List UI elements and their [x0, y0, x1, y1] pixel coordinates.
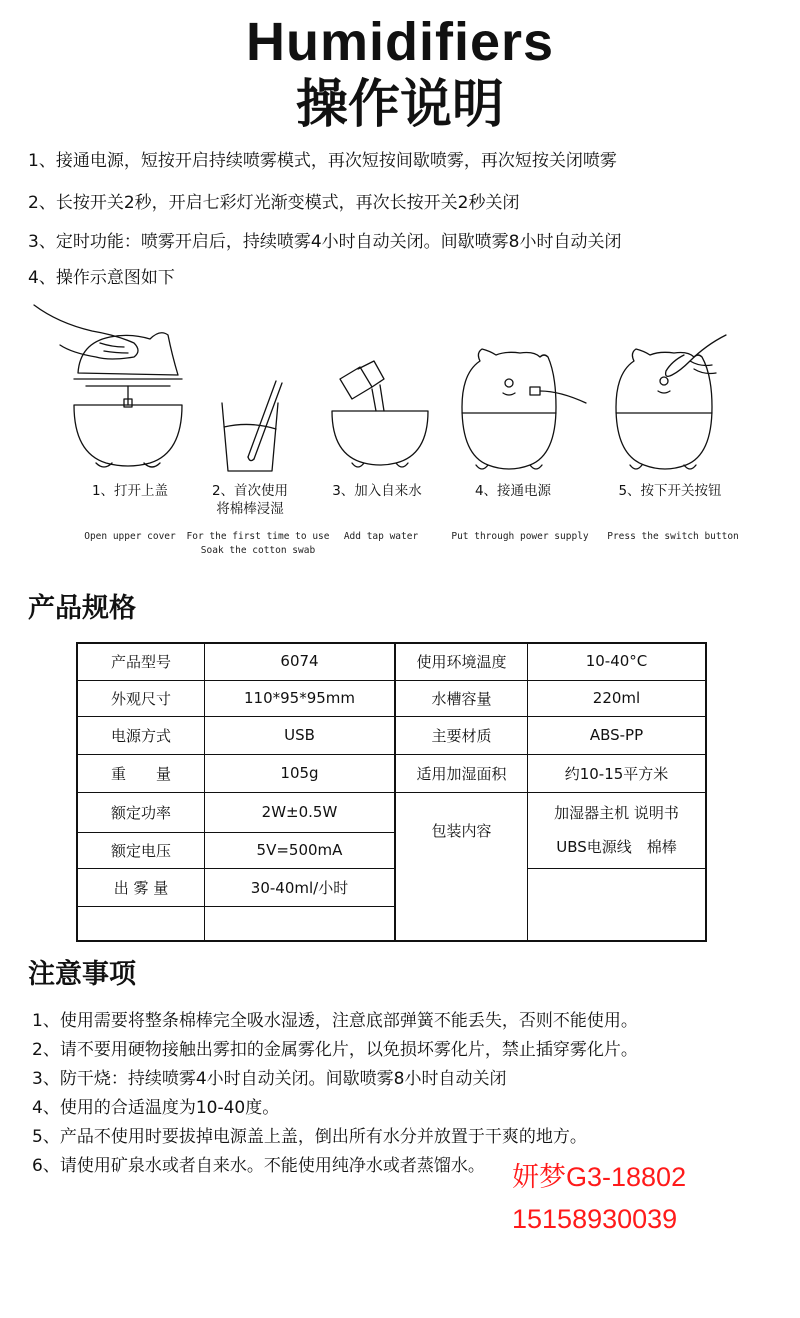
spec-label-rated-power: 额定功率: [110, 803, 171, 822]
spec-value-model: 6074: [280, 652, 319, 670]
spec-value-area: 约10-15平方米: [564, 764, 669, 783]
note-1: 1、使用需要将整条棉棒完全吸水湿透，注意底部弹簧不能丢失，否则不能使用。: [32, 1011, 638, 1031]
note-2: 2、请不要用硬物接触出雾扣的金属雾化片，以免损坏雾化片，禁止插穿雾化片。: [32, 1040, 638, 1060]
page-title-chinese: 操作说明: [295, 75, 504, 135]
spec-label-temp: 使用环境温度: [416, 652, 507, 671]
spec-label-area: 适用加湿面积: [416, 764, 507, 783]
step-2-caption-zh: 2、首次使用: [211, 483, 289, 499]
step-2-illustration: [222, 381, 282, 471]
instruction-1: 1、接通电源，短按开启持续喷雾模式，再次短按间歇喷雾，再次短按关闭喷雾: [28, 151, 617, 171]
spec-label-tank: 水槽容量: [431, 689, 492, 708]
spec-label-material: 主要材质: [431, 726, 492, 745]
spec-value-power: USB: [284, 726, 315, 744]
step-1-illustration: [34, 305, 182, 467]
spec-value-mist: 30-40ml/小时: [250, 878, 349, 897]
step-4-illustration: [462, 349, 586, 469]
contact-phone: 15158930039: [512, 1204, 678, 1234]
note-3: 3、防干烧：持续喷雾4小时自动关闭。间歇喷雾8小时自动关闭: [32, 1069, 507, 1089]
table-row-line: [528, 868, 707, 869]
step-3-caption-en: Add tap water: [343, 531, 419, 542]
spec-label-package: 包装内容: [431, 821, 492, 840]
instruction-2: 2、长按开关2秒，开启七彩灯光渐变模式，再次长按开关2秒关闭: [28, 193, 520, 213]
step-2-caption-en: For the first time to use: [186, 531, 330, 542]
spec-section-title: 产品规格: [28, 593, 136, 624]
table-border-bottom: [76, 940, 707, 942]
step-2-caption-zh-line2: 将棉棒浸湿: [216, 501, 284, 517]
instruction-3: 3、定时功能：喷雾开启后，持续喷雾4小时自动关闭。间歇喷雾8小时自动关闭: [28, 232, 622, 252]
step-5-caption-en: Press the switch button: [607, 531, 739, 542]
contact-supplier-code: 妍梦G3-18802: [512, 1162, 687, 1192]
spec-value-size: 110*95*95mm: [243, 689, 356, 707]
step-5-caption-zh: 5、按下开关按钮: [618, 483, 722, 499]
step-1-caption-en: Open upper cover: [84, 531, 176, 542]
spec-label-weight: 重 量: [110, 764, 171, 783]
spec-value-material: ABS-PP: [589, 726, 644, 744]
page-title-english: Humidifiers: [245, 12, 555, 72]
spec-label-voltage: 额定电压: [110, 841, 171, 860]
step-1-caption-zh: 1、打开上盖: [91, 483, 169, 499]
step-2-caption-en-line2: Soak the cotton swab: [200, 545, 316, 556]
spec-value-package-line1: 加湿器主机 说明书: [554, 803, 679, 822]
spec-label-mist: 出 雾 量: [113, 878, 169, 897]
spec-value-tank: 220ml: [592, 689, 641, 707]
spec-label-power: 电源方式: [110, 726, 171, 745]
spec-value-rated-power: 2W±0.5W: [261, 803, 338, 821]
table-row-line: [76, 906, 395, 907]
spec-table: [76, 642, 707, 942]
instruction-4: 4、操作示意图如下: [28, 268, 175, 288]
notes-section-title: 注意事项: [28, 959, 136, 990]
operation-diagram: [0, 295, 800, 495]
spec-value-package-line2: UBS电源线 棉棒: [556, 837, 677, 856]
spec-value-voltage: 5V=500mA: [256, 841, 343, 859]
note-4: 4、使用的合适温度为10-40度。: [32, 1098, 280, 1118]
step-3-illustration: [332, 361, 428, 467]
spec-label-size: 外观尺寸: [110, 689, 171, 708]
step-4-caption-zh: 4、接通电源: [474, 483, 552, 499]
step-4-caption-en: Put through power supply: [451, 531, 589, 542]
note-6: 6、请使用矿泉水或者自来水。不能使用纯净水或者蒸馏水。: [32, 1156, 485, 1176]
spec-value-weight: 105g: [280, 764, 319, 782]
step-5-illustration: [616, 335, 726, 469]
spec-value-temp: 10-40°C: [585, 652, 648, 670]
note-5: 5、产品不使用时要拔掉电源盖上盖，倒出所有水分并放置于干爽的地方。: [32, 1127, 587, 1147]
step-3-caption-zh: 3、加入自来水: [332, 483, 422, 499]
spec-label-model: 产品型号: [110, 652, 171, 671]
